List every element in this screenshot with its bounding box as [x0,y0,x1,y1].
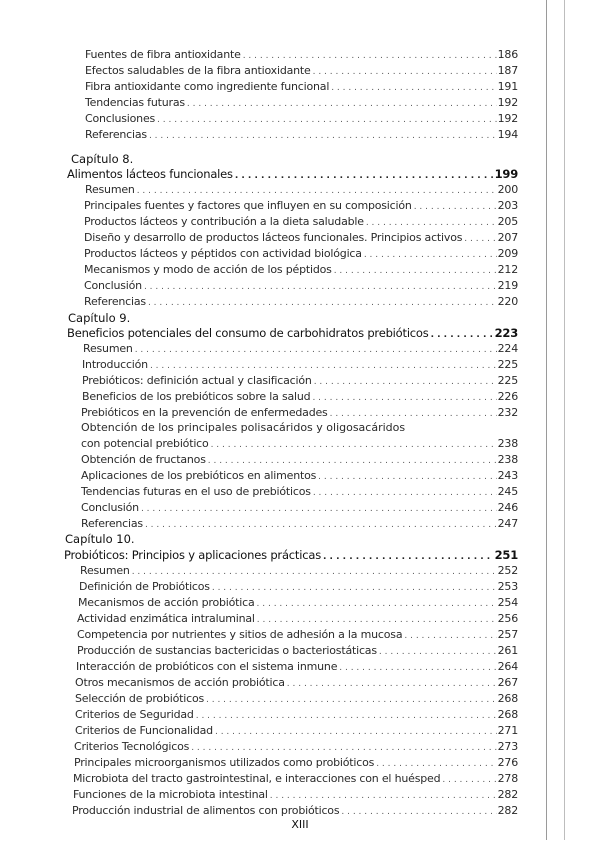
toc-entry [81,501,518,517]
entry-page: 192 [497,112,518,125]
dot-leader [187,99,497,109]
toc-entry [80,564,518,580]
dot-leader [150,361,497,371]
dot-leader [257,615,497,625]
toc-entry [81,453,518,469]
dot-leader [212,583,497,593]
dot-leader [314,377,497,387]
toc-entry [82,390,518,406]
toc-entry [84,247,518,263]
dot-leader [135,345,497,355]
toc-entry [77,644,518,660]
toc-entry [79,580,518,596]
dot-leader [157,115,497,125]
entry-title: Producción industrial de alimentos con probióticos [72,804,340,817]
page-number: XIII [291,818,309,831]
toc-entry [85,96,518,112]
dot-leader [141,504,497,514]
toc-entry [84,263,518,279]
dot-leader [149,131,497,141]
toc-entry [75,692,518,708]
toc-entry [82,374,518,390]
entry-title: Principales fuentes y factores que influyen en su composición [84,199,412,212]
dot-leader [137,186,497,196]
dot-leader [312,393,496,403]
entry-title: Mecanismos y modo de acción de los péptidos [84,263,332,276]
entry-page: 220 [497,295,518,308]
entry-page: 238 [497,453,518,466]
entry-title: Aplicaciones de los prebióticos en alimentos [81,469,317,482]
dot-leader [318,472,496,482]
dot-leader [330,409,497,419]
entry-title: Resumen [80,564,130,577]
chapter-label: Capítulo 10. [65,532,135,546]
entry-page: 268 [497,692,518,705]
chapter-title: Beneficios potenciales del consumo de carbohidratos prebióticos [67,326,429,340]
dot-leader [235,171,494,181]
dot-leader [442,775,496,785]
entry-title: Referencias [81,517,143,530]
entry-title: Conclusión [84,279,142,292]
entry-page: 254 [497,596,518,609]
toc-entry [84,279,518,295]
toc-entry [84,231,518,247]
dot-leader [404,631,496,641]
dot-leader [313,488,497,498]
dot-leader [366,218,497,228]
entry-title: Prebióticos: definición actual y clasificación [82,374,312,387]
entry-page: 194 [497,128,518,141]
toc-entry [75,724,518,740]
entry-page: 207 [497,231,518,244]
toc-entry [81,437,518,453]
dot-leader [132,567,497,577]
toc-entry [85,48,518,64]
entry-title: Interacción de probióticos con el sistema inmune [76,660,338,673]
entry-title: Conclusión [81,501,139,514]
entry-title: con potencial prebiótico [81,437,209,450]
toc-entry [82,358,518,374]
dot-leader [211,440,497,450]
dot-leader [191,743,496,753]
entry-title: Actividad enzimática intraluminal [77,612,255,625]
chapter-title-entry [67,167,518,183]
entry-title: Selección de probióticos [75,692,205,705]
dot-leader [257,599,497,609]
chapter-title: Alimentos lácteos funcionales [67,167,233,181]
entry-page: 261 [497,644,518,657]
entry-page: 252 [497,564,518,577]
entry-title: Criterios de Funcionalidad [75,724,213,737]
toc-entry [74,756,518,772]
toc-entry [81,469,518,485]
toc-entry [73,788,518,804]
toc-entry [85,112,518,128]
toc-entry [85,64,518,80]
toc-entry [77,612,518,628]
entry-title: Fibra antioxidante como ingrediente funcional [85,80,330,93]
chapter-page: 223 [494,326,518,340]
toc-entry [85,183,518,199]
entry-title: Criterios Tecnológicos [74,740,190,753]
dot-leader [323,552,494,562]
entry-title: Otros mecanismos de acción probiótica [75,676,285,689]
dot-leader [287,679,497,689]
dot-leader [364,250,497,260]
entry-title: Tendencias futuras en el uso de prebióticos [81,485,311,498]
chapter-title: Probióticos: Principios y aplicaciones prácticas [64,548,321,562]
dot-leader [196,711,497,721]
entry-title: Resumen [83,342,133,355]
toc-entry [85,128,518,144]
entry-page: 278 [497,772,518,785]
entry-page: 267 [497,676,518,689]
entry-page: 264 [497,660,518,673]
entry-title: Competencia por nutrientes y sitios de adhesión a la mucosa [77,628,403,641]
toc-entry [85,80,518,96]
dot-leader [206,695,497,705]
entry-page: 243 [497,469,518,482]
entry-page: 186 [497,48,518,61]
entry-page: 203 [497,199,518,212]
entry-title: Referencias [84,295,146,308]
entry-page: 271 [497,724,518,737]
entry-title: Prebióticos en la prevención de enfermedades [81,406,328,419]
entry-page: 205 [497,215,518,228]
margin-rule-right [564,0,565,840]
dot-leader [334,266,497,276]
dot-leader [376,759,496,769]
entry-title: Resumen [85,183,135,196]
dot-leader [464,234,496,244]
entry-title: Principales microorganismos utilizados como probióticos [74,756,375,769]
entry-title-line1: Obtención de los principales polisacáridos y oligosacáridos [81,421,406,434]
entry-page: 256 [497,612,518,625]
dot-leader [341,807,496,817]
toc-entry [84,199,518,215]
chapter-page: 251 [494,548,518,562]
toc-entry [75,676,518,692]
entry-page: 226 [497,390,518,403]
entry-page: 187 [497,64,518,77]
entry-title: Diseño y desarrollo de productos lácteos funcionales. Principios activos [84,231,463,244]
dot-leader [208,456,497,466]
dot-leader [431,330,494,340]
toc-entry [76,660,518,676]
dot-leader [270,791,497,801]
chapter-page: 199 [494,167,518,181]
entry-title: Criterios de Seguridad [75,708,194,721]
entry-page: 212 [497,263,518,276]
dot-leader [313,67,497,77]
entry-title: Definición de Probióticos [79,580,210,593]
chapter-title-entry [67,326,518,342]
entry-title: Referencias [85,128,147,141]
toc-entry [81,517,518,533]
entry-page: 238 [497,437,518,450]
entry-page: 247 [497,517,518,530]
dot-leader [339,663,496,673]
toc-entry [84,215,518,231]
dot-leader [414,202,497,212]
toc-entry [77,628,518,644]
entry-page: 191 [497,80,518,93]
entry-title: Efectos saludables de la fibra antioxidante [85,64,311,77]
entry-page: 246 [497,501,518,514]
entry-title: Obtención de fructanos [81,453,206,466]
toc-entry [84,295,518,311]
entry-title: Producción de sustancias bactericidas o bacteriostáticas [77,644,377,657]
margin-rule-left [546,0,547,840]
entry-page: 282 [497,804,518,817]
toc-entry [73,772,518,788]
dot-leader [145,520,497,530]
dot-leader [331,83,496,93]
dot-leader [243,51,497,61]
entry-page: 225 [497,358,518,371]
dot-leader [379,647,497,657]
entry-title: Mecanismos de acción probiótica [78,596,255,609]
toc-entry [81,485,518,501]
entry-page: 282 [497,788,518,801]
entry-page: 200 [497,183,518,196]
entry-title: Fuentes de fibra antioxidante [85,48,241,61]
entry-page: 273 [497,740,518,753]
entry-title: Productos lácteos y péptidos con actividad biológica [84,247,362,260]
entry-title: Microbiota del tracto gastrointestinal, e interacciones con el huésped [73,772,441,785]
entry-page: 268 [497,708,518,721]
entry-page: 192 [497,96,518,109]
dot-leader [215,727,497,737]
toc-entry [83,342,518,358]
entry-page: 219 [497,279,518,292]
toc-entry [78,596,518,612]
toc-entry [74,740,518,756]
entry-page: 209 [497,247,518,260]
entry-title: Beneficios de los prebióticos sobre la salud [82,390,311,403]
entry-title: Introducción [82,358,148,371]
dot-leader [148,298,497,308]
entry-page: 253 [497,580,518,593]
chapter-title-entry [64,548,518,564]
entry-page: 232 [497,406,518,419]
entry-title: Conclusiones [85,112,156,125]
dot-leader [144,282,497,292]
chapter-label: Capítulo 9. [68,311,131,325]
entry-page: 225 [497,374,518,387]
entry-page: 245 [497,485,518,498]
entry-page: 257 [497,628,518,641]
entry-title: Funciones de la microbiota intestinal [73,788,268,801]
entry-title: Productos lácteos y contribución a la dieta saludable [84,215,364,228]
toc-entry [81,406,518,422]
entry-title: Tendencias futuras [85,96,185,109]
toc-entry [75,708,518,724]
entry-page: 276 [497,756,518,769]
chapter-label: Capítulo 8. [71,152,134,166]
entry-page: 224 [497,342,518,355]
